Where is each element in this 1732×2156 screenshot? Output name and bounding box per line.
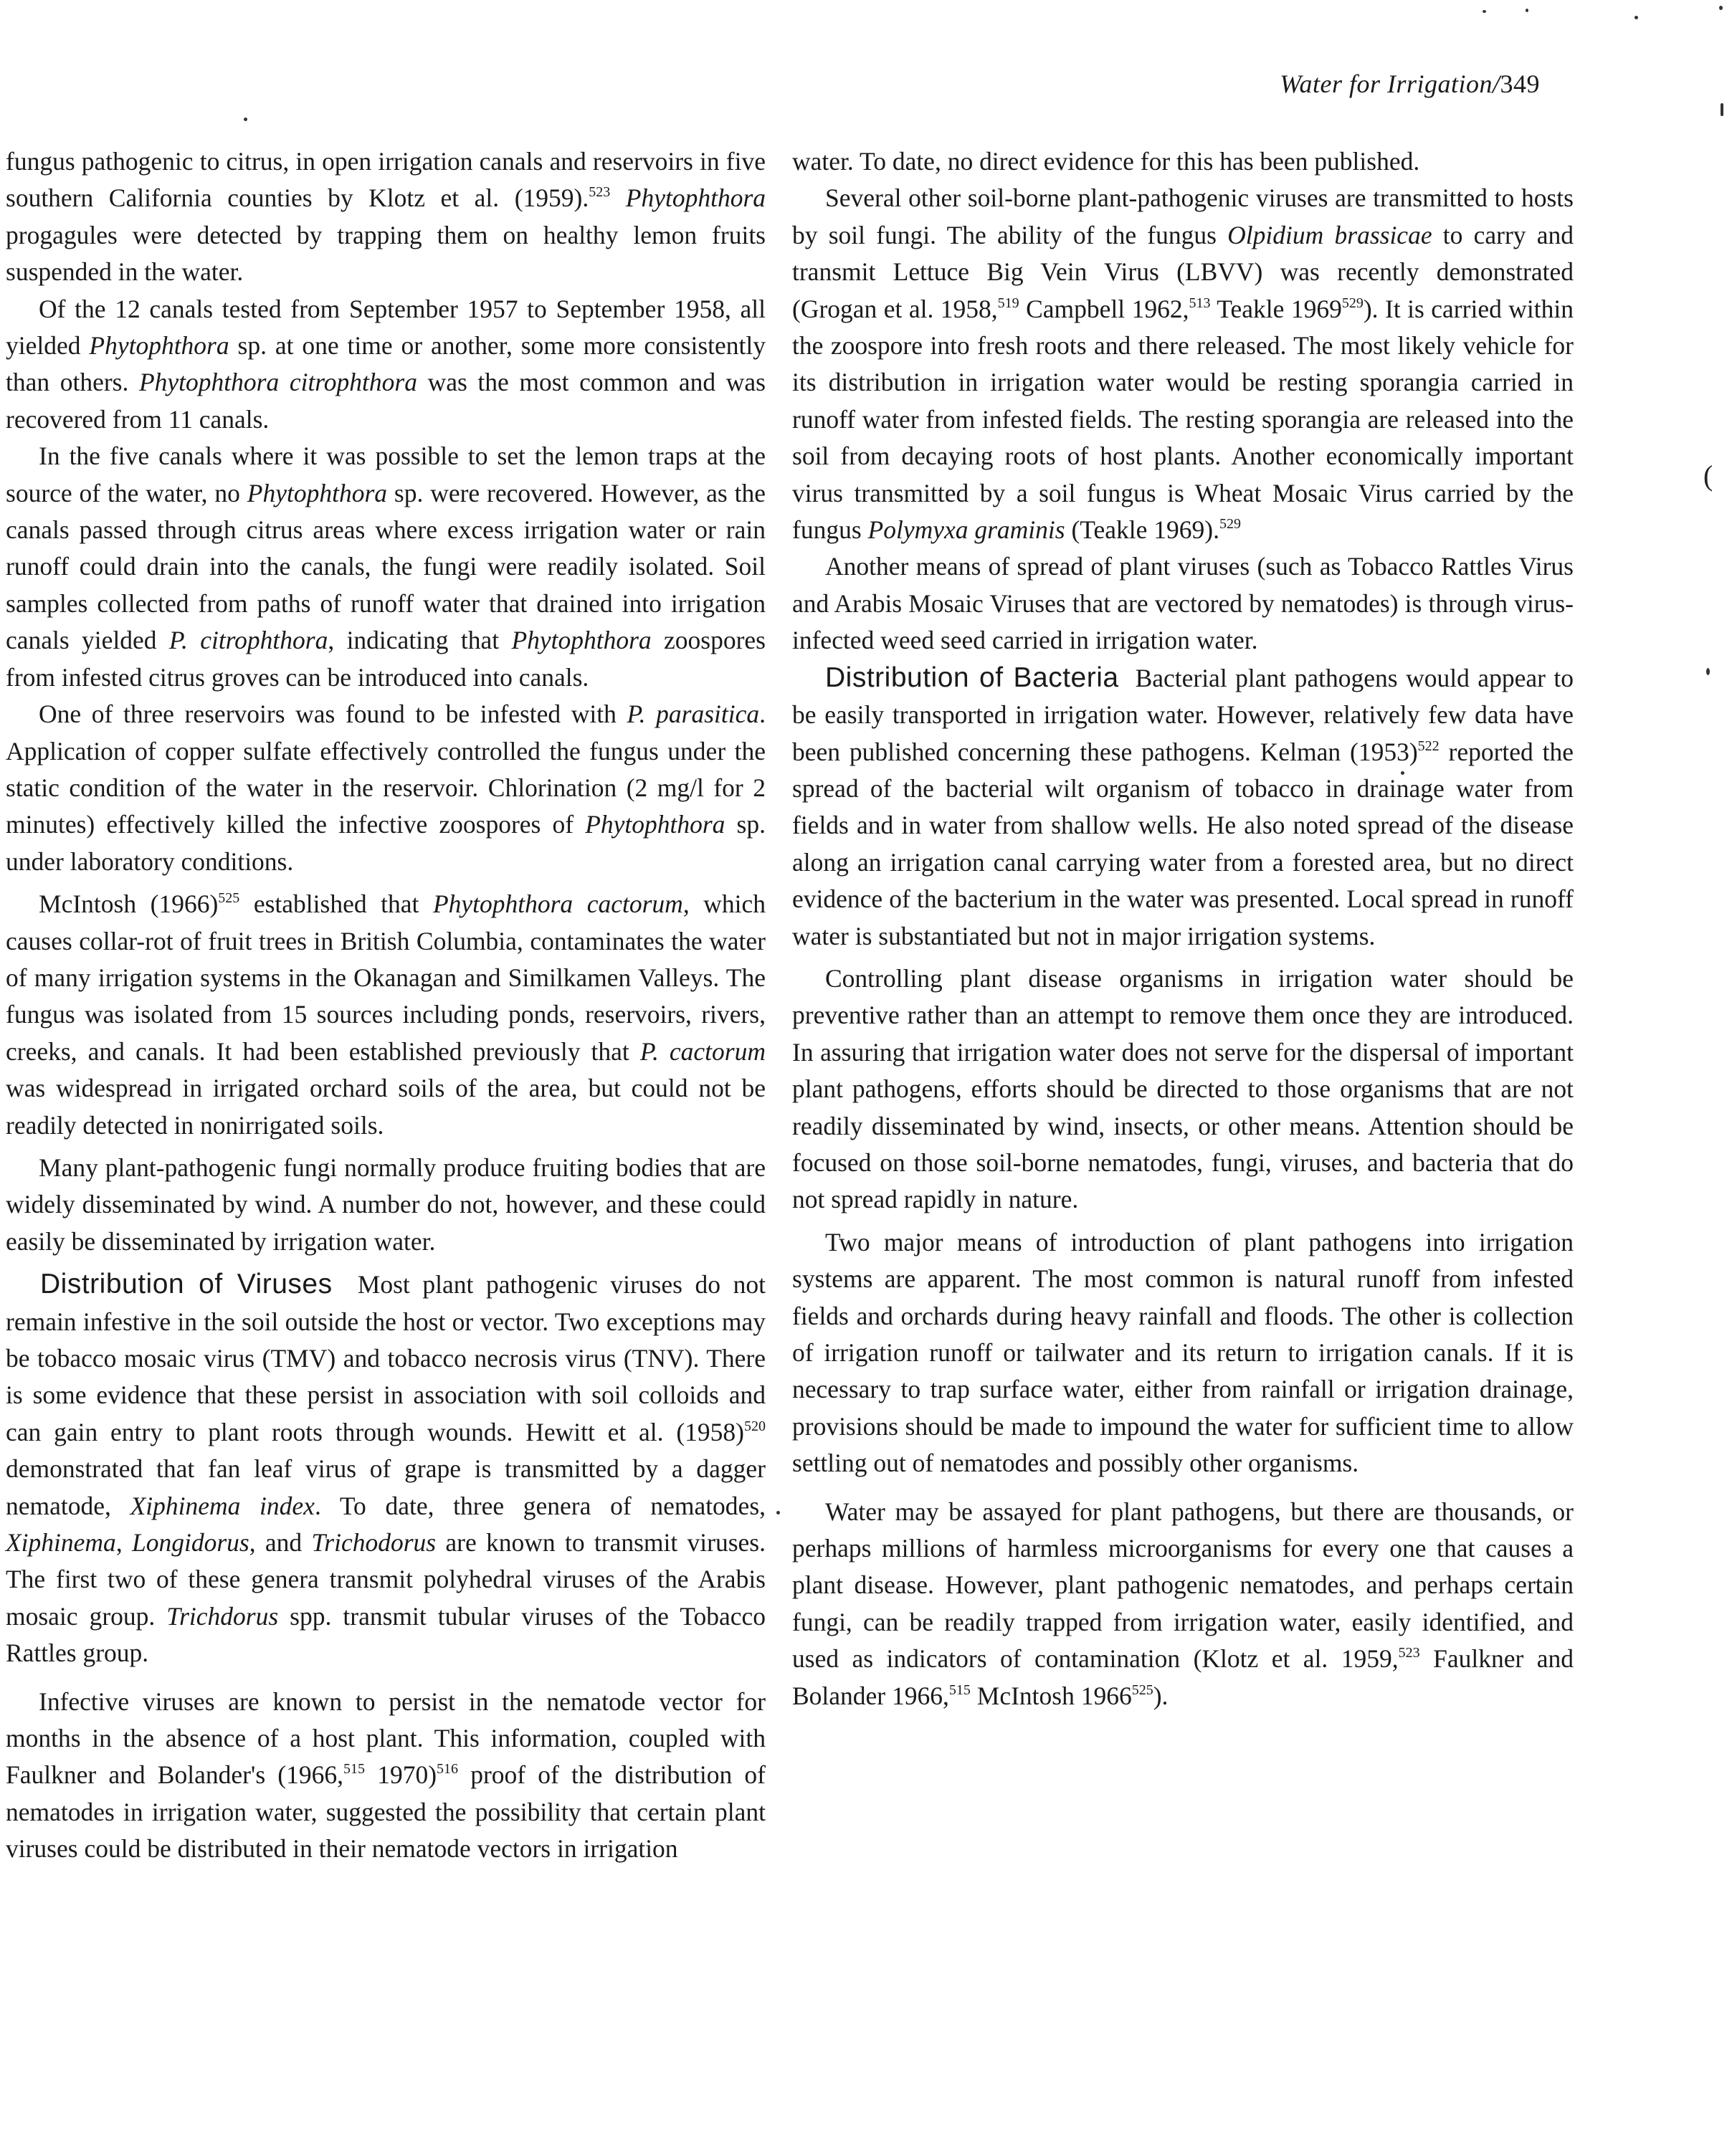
- citation-ref: 519: [997, 295, 1019, 311]
- scan-speck: [776, 1511, 780, 1515]
- scan-speck: [1719, 6, 1723, 10]
- citation-ref: 515: [948, 1682, 971, 1698]
- running-title: Water for Irrigation/: [1280, 70, 1500, 98]
- citation-ref: 513: [1189, 295, 1211, 311]
- paragraph: fungus pathogenic to citrus, in open irrigation canals and reservoirs in five southern California counties by Klotz et al. (1959).$^{523}$ Phytophthora progagules were detected by trapping them on healthy lemon fruits suspended in the water.: [6, 147, 766, 287]
- citation-ref: 525: [1131, 1682, 1153, 1698]
- page-number: 349: [1500, 70, 1540, 98]
- paragraph: Controlling plant disease organisms in irrigation water should be preventive rather than an attempt to remove them once they are introduced. In assuring that irrigation water does not serve for the dispersal of important plant pathogens, efforts should be directed to those organisms that are not readily disseminated by wind, insects, or other means. Attention should be focused on those soil-borne nematodes, fungi, viruses, and bacteria that do not spread rapidly in nature.: [792, 963, 1574, 1214]
- citation-ref: 522: [1417, 738, 1440, 754]
- section-heading-viruses: Distribution of Viruses: [40, 1269, 333, 1300]
- citation-ref: 529: [1341, 295, 1364, 311]
- scan-speck: [1483, 10, 1486, 13]
- scan-speck: [1526, 9, 1528, 12]
- paragraph: Distribution of Bacteria Bacterial plant pathogens would appear to be easily transported in irrigation water. However, relatively few data have been published concerning these pathogens. Kelman $(1953)^{522}$ reported the spread of the bacterial wilt organism of tobacco in drainage water from fields and in water from shallow wells. He also noted spread of the disease along an irrigation canal carrying water from a forested area, but no direct evidence of the bacterium in the water was presented. Local spread in runoff water is substantiated but not in major irrigation systems.: [792, 662, 1574, 950]
- paragraph: Infective viruses are known to persist in the nematode vector for months in the absence of a host plant. This information, coupled with Faulkner and Bolander's (1966,$^{515}$ 1970)$^{516}$ proof of the distribution of nematodes in irrigation water, suggested the possibility that certain plant viruses could be distributed in their nematode vectors in irrigation: [6, 1687, 766, 1864]
- scan-speck: [1721, 103, 1723, 116]
- paragraph: Another means of spread of plant viruses (such as Tobacco Rattles Virus and Arabis Mosaic Viruses that are vectored by nematodes) is through virus-infected weed seed carried in irrigation water.: [792, 552, 1574, 655]
- paragraph: Of the 12 canals tested from September 1957 to September 1958, all yielded Phytophthora sp. at one time or another, some more consistently than others. Phytophthora citrophthora was the most common and was recovered from 11 canals.: [6, 294, 766, 434]
- paragraph: In the five canals where it was possible to set the lemon traps at the source of the water, no Phytophthora sp. were recovered. However, as the canals passed through citrus areas where excess irrigation water or rain runoff could drain into the canals, the fungi were readily isolated. Soil samples collected from paths of runoff water that drained into irrigation canals yielded P. citrophthora, indicating that Phytophthora zoospores from infested citrus groves can be introduced into canals.: [6, 442, 766, 692]
- running-header: [1280, 69, 1540, 99]
- left-column: [6, 143, 766, 1868]
- paragraph: Two major means of introduction of plant pathogens into irrigation systems are apparent. The most common is natural runoff from infested fields and orchards during heavy rainfall and floods. The other is collection of irrigation runoff or tailwater and its return to irrigation canals. If it is necessary to trap surface water, either from rainfall or irrigation drainage, provisions should be made to impound the water for sufficient time to allow settling out of nematodes and possibly other organisms.: [792, 1227, 1574, 1478]
- paragraph: water. To date, no direct evidence for this has been published.: [792, 147, 1420, 176]
- section-heading-bacteria: Distribution of Bacteria: [825, 662, 1119, 693]
- citation-ref: 516: [437, 1761, 459, 1778]
- right-column: [792, 143, 1574, 1714]
- citation-ref: 523: [1398, 1645, 1420, 1661]
- margin-parenthesis-mark: (: [1703, 459, 1713, 492]
- paragraph: Several other soil-borne plant-pathogenic viruses are transmitted to hosts by soil fungi. The ability of the fungus Olpidium brassicae to carry and transmit Lettuce Big Vein Virus (LBVV) was recently demonstrated (Grogan et al. 1958,$^{519}$ Campbell 1962,$^{513}$ Teakle 1969$^{529}$). It is carried within the zoospore into fresh roots and there released. The most likely vehicle for its distribution in irrigation water would be resting sporangia carried in runoff water from infested fields. The resting sporangia are released into the soil from decaying roots of host plants. Another economically important virus transmitted by a soil fungus is Wheat Mosaic Virus carried by the fungus Polymyxa graminis (Teakle 1969).$^{529}$: [792, 183, 1574, 545]
- paragraph: One of three reservoirs was found to be infested with P. parasitica. Application of copper sulfate effectively controlled the fungus under the static condition of the water in the reservoir. Chlorination (2 mg/l for 2 minutes) effectively killed the infective zoospores of Phytophthora sp. under laboratory conditions.: [6, 700, 766, 876]
- citation-ref: 529: [1219, 516, 1241, 533]
- paragraph: Water may be assayed for plant pathogens, but there are thousands, or perhaps millions of harmless microorganisms for every one that causes a plant disease. However, plant pathogenic nematodes, and perhaps certain fungi, can be readily trapped from irrigation water, easily identified, and used as indicators of contamination (Klotz et al. 1959,$^{523}$ Faulkner and Bolander 1966,$^{515}$ McIntosh 1966$^{525}$).: [792, 1497, 1574, 1710]
- paragraph: McIntosh $(1966)^{525}$ established that Phytophthora cactorum, which causes collar-rot of fruit trees in British Columbia, contaminates the water of many irrigation systems in the Okanagan and Similkamen Valleys. The fungus was isolated from 15 sources including ponds, reservoirs, rivers, creeks, and canals. It had been established previously that P. cactorum was widespread in irrigated orchard soils of the area, but could not be readily detected in nonirrigated soils.: [6, 889, 766, 1140]
- scan-speck: [1706, 668, 1710, 675]
- paragraph: Many plant-pathogenic fungi normally produce fruiting bodies that are widely disseminated by wind. A number do not, however, and these could easily be disseminated by irrigation water.: [6, 1153, 766, 1256]
- scan-speck: [244, 118, 247, 121]
- scan-speck: [1635, 16, 1638, 19]
- citation-ref: 523: [589, 184, 611, 201]
- paragraph: Distribution of Viruses Most plant pathogenic viruses do not remain infestive in the soil outside the host or vector. Two exceptions may be tobacco mosaic virus (TMV) and tobacco necrosis virus (TNV). There is some evidence that these persist in association with soil colloids and can gain entry to plant roots through wounds. Hewitt et al. $(1958)^{520}$ demonstrated that fan leaf virus of grape is transmitted by a dagger nematode, Xiphinema index. To date, three genera of nematodes, Xiphinema, Longidorus, and Trichodorus are known to transmit viruses. The first two of these genera transmit polyhedral viruses of the Arabis mosaic group. Trichdorus spp. transmit tubular viruses of the Tobacco Rattles group.: [6, 1269, 766, 1668]
- citation-ref: 525: [218, 890, 240, 907]
- citation-ref: 515: [343, 1761, 366, 1778]
- citation-ref: 520: [744, 1418, 766, 1434]
